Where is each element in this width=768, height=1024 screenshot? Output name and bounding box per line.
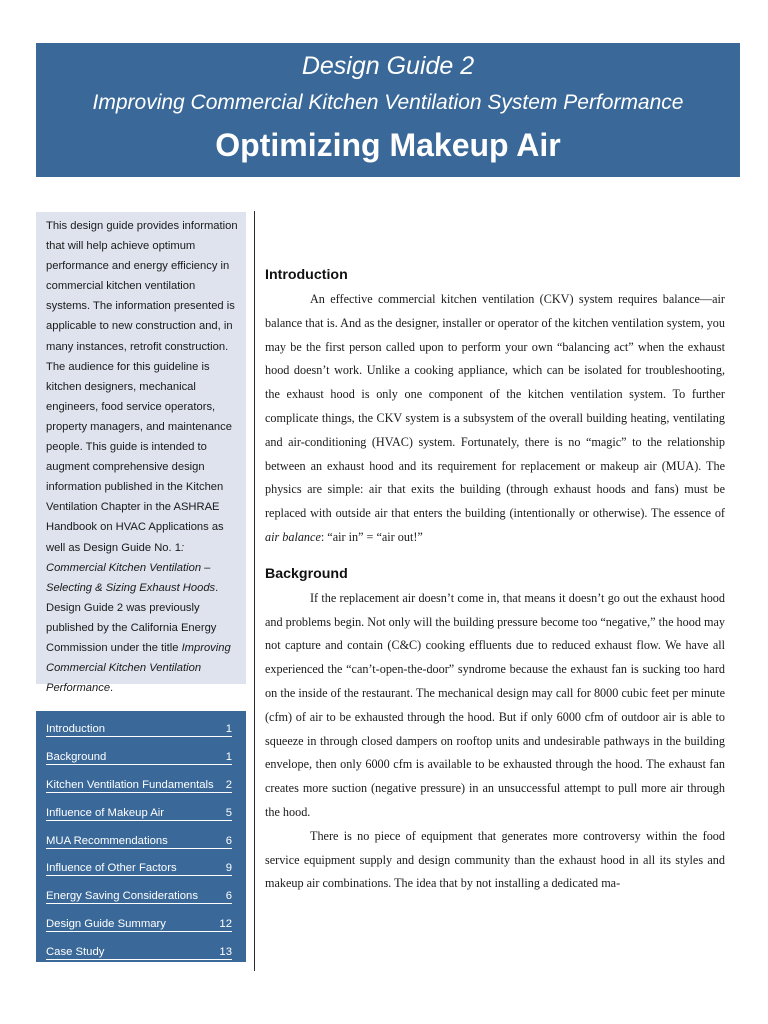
toc-item-energy-saving-considerations[interactable] (46, 890, 232, 904)
toc-label: Background (46, 750, 107, 763)
guide-title: Optimizing Makeup Air (215, 127, 561, 163)
toc-label: Design Guide Summary (46, 918, 166, 931)
toc-page: 1 (225, 750, 232, 763)
toc-item-kitchen-ventilation-fundamentals[interactable] (46, 779, 232, 793)
guide-number: Design Guide 2 (301, 52, 475, 80)
section-gap (265, 550, 725, 561)
intro-text-part: . Design Guide 2 was previously published by the California Energy Commission under the title (46, 581, 219, 654)
toc-page: 2 (225, 778, 232, 791)
column-divider (254, 211, 255, 971)
toc-item-influence-of-other-factors[interactable] (46, 862, 232, 876)
intro-text-part: This design guide provides information that will help achieve optimum performance and energy efficiency in commercial kitchen ventilation systems. The information presented is applicable to new construction and, in many instances, retrofit construction. The audience for this guideline is kitchen designers, mechanical engineers, food service operators, property managers, and maintenance people. This guide is intended to augment comprehensive design information published in the Kitchen Ventilation Chapter in the ASHRAE Handbook on HVAC Applications as well as Design Guide No. 1 (46, 220, 238, 554)
toc-label: MUA Recommendations (46, 834, 168, 847)
toc-item-mua-recommendations[interactable] (46, 835, 232, 849)
background-paragraph-1: If the replacement air doesn’t come in, that means it doesn’t go out the exhaust hood and problems begin. Not only will the building pressure become too “negative,” the hood may not capture and contain (C&C) cooking effluents due to reduced exhaust flow. We have all experienced the “can’t-open-the-door” syndrome because the exhaust fan is sucking too hard on the inside of the restaurant. The mechanical design may call for 8000 cubic feet per minute (cfm) of air to be exhausted through the hood. But if only 6000 cfm of outdoor air is able to squeeze in through closed dampers on rooftop units and undesirable pathways in the building envelope, then only 6000 cfm is available to be exhausted through the hood. The exhaust fan creates more suction (negative pressure) in an unsuccessful attempt to pull more air through the hood. (265, 590, 725, 819)
introduction-text-end: : “air in” = “air out!” (320, 529, 423, 544)
toc-page: 9 (225, 862, 232, 875)
toc-page: 13 (219, 946, 232, 959)
introduction-text: An effective commercial kitchen ventilation (CKV) system requires balance—air balance that is. And as the designer, installer or operator of the kitchen ventilation system, you may be the first person called upon to perform your own “balancing act” when the exhaust hood doesn’t work. Unlike a cooking appliance, which can be isolated for troubleshooting, the exhaust hood is only one component of the kitchen ventilation system. To further complicate things, the CKV system is a subsystem of the overall building heating, ventilating and air-conditioning (HVAC) system. Fortunately, there is no “magic” to the relationship between an exhaust hood and its requirement for replacement or makeup air (MUA). The physics are simple: air that exits the building (through exhaust hoods and fans) must be replaced with outside air that enters the building (intentionally or otherwise). The essence of (265, 292, 725, 521)
toc-item-introduction[interactable] (46, 723, 232, 737)
toc-label: Influence of Other Factors (46, 862, 177, 875)
toc-label: Energy Saving Considerations (46, 890, 198, 903)
background-paragraph-2: There is no piece of equipment that generates more controversy within the food service equipment supply and design community than the exhaust hood in all its styles and makeup air combinations. The idea that by not installing a dedicated ma- (265, 828, 725, 891)
toc-page: 12 (219, 918, 232, 931)
air-balance-emphasis: air balance (265, 529, 321, 544)
design-guide-1-title: Commercial Kitchen Ventilation – Selecting & Sizing Exhaust Hoods (46, 561, 216, 594)
intro-text-part: : (180, 541, 185, 554)
background-heading: Background (265, 565, 348, 582)
toc-page: 1 (225, 723, 232, 735)
introduction-heading: Introduction (265, 267, 348, 283)
guide-subtitle: Improving Commercial Kitchen Ventilation System Performance (92, 91, 684, 114)
toc-page: 6 (225, 890, 232, 903)
intro-text-part: . (110, 682, 114, 695)
toc-label: Introduction (46, 723, 106, 735)
toc-item-background[interactable] (46, 751, 232, 765)
title-banner (36, 43, 740, 177)
intro-sidebar-text (46, 216, 240, 698)
intro-sidebar-box (36, 212, 246, 695)
main-article (265, 262, 725, 896)
toc-item-influence-of-makeup-air[interactable] (46, 807, 232, 821)
toc-label: Case Study (46, 946, 105, 959)
toc-item-case-study[interactable] (46, 946, 232, 960)
toc-item-design-guide-summary[interactable] (46, 918, 232, 932)
introduction-paragraph (265, 288, 725, 550)
toc-page: 6 (225, 834, 232, 847)
toc-label: Influence of Makeup Air (46, 806, 165, 819)
previous-title: Improving Commercial Kitchen Ventilation Performance (46, 641, 231, 695)
toc-page: 5 (225, 806, 232, 819)
table-of-contents (36, 711, 246, 962)
toc-label: Kitchen Ventilation Fundamentals (46, 778, 214, 791)
